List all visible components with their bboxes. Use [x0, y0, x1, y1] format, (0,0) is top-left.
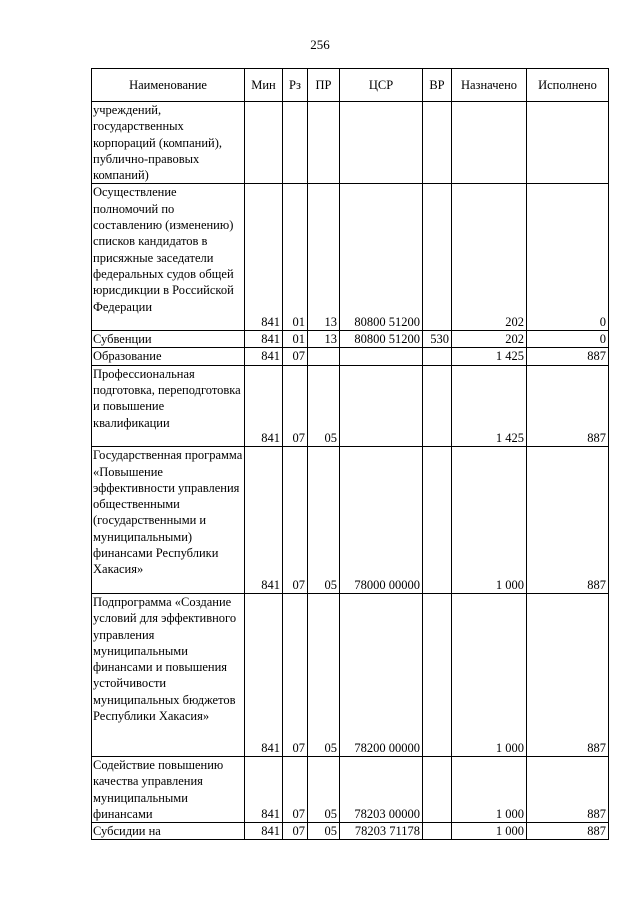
cell-planned: 1 425 — [452, 348, 527, 365]
cell-executed: 887 — [527, 823, 609, 840]
table-header-row — [92, 69, 609, 102]
cell-pr: 05 — [308, 823, 340, 840]
cell-planned: 202 — [452, 331, 527, 348]
cell-executed: 887 — [527, 365, 609, 447]
table-row — [92, 593, 609, 756]
cell-vr — [423, 593, 452, 756]
table-row — [92, 365, 609, 447]
cell-executed — [527, 102, 609, 184]
cell-rz: 07 — [283, 756, 308, 822]
cell-min: 841 — [245, 365, 283, 447]
header-min: Мин — [245, 69, 283, 102]
cell-csr: 80800 51200 — [340, 184, 423, 331]
cell-pr: 05 — [308, 756, 340, 822]
cell-pr: 13 — [308, 184, 340, 331]
cell-pr: 05 — [308, 593, 340, 756]
cell-rz: 07 — [283, 593, 308, 756]
cell-csr: 78203 71178 — [340, 823, 423, 840]
cell-name: Подпрограмма «Создание условий для эффективного управления муниципальными финансами и повышения устойчивости муниципальных бюджетов Республики Хакасия» — [92, 593, 245, 756]
cell-planned: 1 000 — [452, 447, 527, 594]
cell-executed: 887 — [527, 348, 609, 365]
cell-vr — [423, 447, 452, 594]
cell-rz — [283, 102, 308, 184]
header-pr: ПР — [308, 69, 340, 102]
table-row — [92, 102, 609, 184]
cell-name: учреждений, государственных корпораций (компаний), публично-правовых компаний) — [92, 102, 245, 184]
header-rz: Рз — [283, 69, 308, 102]
cell-planned: 1 000 — [452, 756, 527, 822]
cell-rz: 07 — [283, 348, 308, 365]
cell-name: Государственная программа «Повышение эффективности управления общественными (государственными и муниципальными) финансами Республики Хакасия» — [92, 447, 245, 594]
cell-csr — [340, 102, 423, 184]
cell-vr — [423, 823, 452, 840]
cell-name: Образование — [92, 348, 245, 365]
cell-name: Содействие повышению качества управления муниципальными финансами — [92, 756, 245, 822]
cell-min: 841 — [245, 756, 283, 822]
cell-name: Субсидии на — [92, 823, 245, 840]
cell-min: 841 — [245, 593, 283, 756]
cell-pr: 13 — [308, 331, 340, 348]
cell-name: Субвенции — [92, 331, 245, 348]
cell-vr — [423, 102, 452, 184]
cell-csr: 78203 00000 — [340, 756, 423, 822]
cell-csr — [340, 365, 423, 447]
cell-planned — [452, 102, 527, 184]
table-row — [92, 331, 609, 348]
cell-rz: 01 — [283, 331, 308, 348]
cell-min: 841 — [245, 184, 283, 331]
cell-pr: 05 — [308, 365, 340, 447]
cell-rz: 07 — [283, 823, 308, 840]
table-row — [92, 823, 609, 840]
table-row — [92, 348, 609, 365]
cell-min: 841 — [245, 348, 283, 365]
cell-vr — [423, 756, 452, 822]
cell-min — [245, 102, 283, 184]
cell-min: 841 — [245, 447, 283, 594]
cell-vr: 530 — [423, 331, 452, 348]
cell-pr — [308, 102, 340, 184]
header-name: Наименование — [92, 69, 245, 102]
cell-name: Осуществление полномочий по составлению (изменению) списков кандидатов в присяжные заседатели федеральных судов общей юрисдикции в Российской Федерации — [92, 184, 245, 331]
table-row — [92, 447, 609, 594]
cell-pr — [308, 348, 340, 365]
cell-planned: 202 — [452, 184, 527, 331]
cell-rz: 07 — [283, 365, 308, 447]
cell-planned: 1 000 — [452, 823, 527, 840]
cell-vr — [423, 365, 452, 447]
cell-rz: 07 — [283, 447, 308, 594]
cell-name: Профессиональная подготовка, переподготовка и повышение квалификации — [92, 365, 245, 447]
cell-vr — [423, 348, 452, 365]
cell-planned: 1 000 — [452, 593, 527, 756]
cell-rz: 01 — [283, 184, 308, 331]
cell-csr: 78200 00000 — [340, 593, 423, 756]
budget-table — [91, 68, 609, 840]
table-row — [92, 756, 609, 822]
header-csr: ЦСР — [340, 69, 423, 102]
cell-csr: 78000 00000 — [340, 447, 423, 594]
table-row — [92, 184, 609, 331]
cell-executed: 0 — [527, 331, 609, 348]
cell-executed: 887 — [527, 447, 609, 594]
cell-pr: 05 — [308, 447, 340, 594]
cell-csr — [340, 348, 423, 365]
header-executed: Исполнено — [527, 69, 609, 102]
cell-executed: 0 — [527, 184, 609, 331]
cell-min: 841 — [245, 823, 283, 840]
cell-csr: 80800 51200 — [340, 331, 423, 348]
cell-planned: 1 425 — [452, 365, 527, 447]
cell-min: 841 — [245, 331, 283, 348]
header-vr: ВР — [423, 69, 452, 102]
header-planned: Назначено — [452, 69, 527, 102]
page-number: 256 — [310, 37, 330, 52]
cell-executed: 887 — [527, 756, 609, 822]
cell-executed: 887 — [527, 593, 609, 756]
cell-vr — [423, 184, 452, 331]
